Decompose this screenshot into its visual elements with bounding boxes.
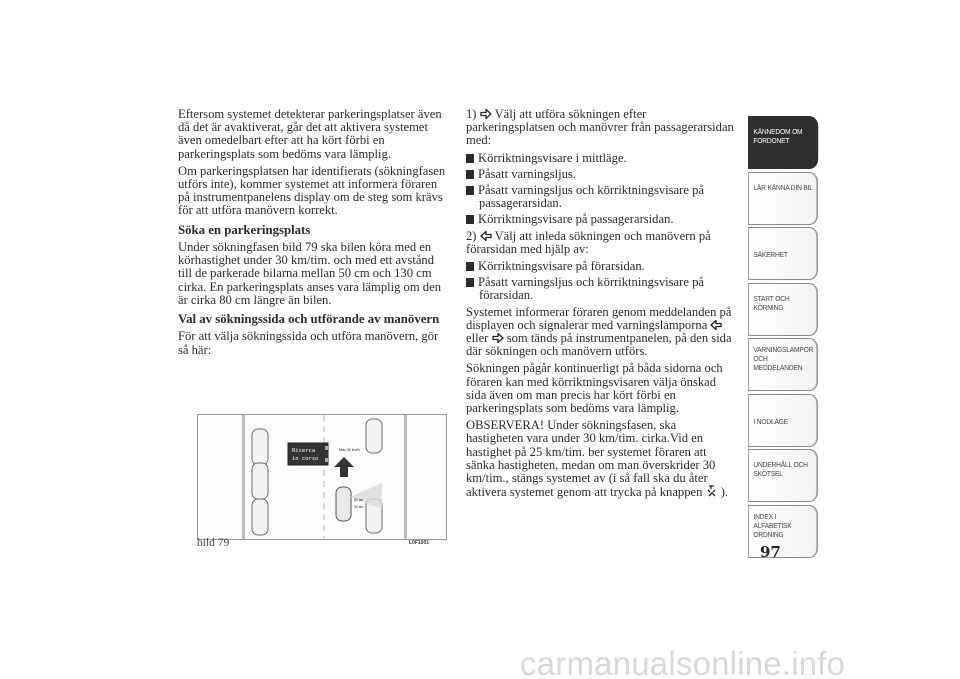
bullet-box-icon (466, 262, 474, 271)
tab-underhall[interactable]: UNDERHÅLL OCH SKÖTSEL (748, 449, 818, 502)
right-parked-cars (366, 419, 382, 533)
tab-index[interactable]: INDEX I ALFABETISK ORDNING (748, 505, 818, 558)
bullet-item: Körriktningsvisare på förarsidan. (466, 260, 734, 273)
tab-kannedom[interactable]: KÄNNEDOM OM FORDONET (748, 116, 818, 169)
watermark: carmanualsonline.info (520, 645, 846, 679)
tab-varningslampor[interactable]: VARNINGSLAMPOR OCH MEDDELANDEN (748, 338, 818, 391)
display-line1: Ricerca (292, 448, 316, 454)
bullet-item: Påsatt varningsljus och körriktningsvisare på förarsidan. (466, 276, 734, 302)
identified-paragraph: Om parkeringsplatsen har identifierats (sökningfasen utförs inte), kommer systemet att informera föraren på instrumentpanelens display om de steg som krävs för att utföra manövern korrekt. (178, 163, 446, 218)
arrow-left-icon (710, 320, 722, 330)
figure-caption: bild 79 (197, 537, 230, 549)
display-line2: in corso (292, 456, 319, 462)
moving-car (336, 487, 351, 521)
bullet-item: Påsatt varningsljus och körriktningsvisare på passagerarsidan. (466, 184, 734, 210)
step-2-text: Välj att inleda sökningen och manövern på förarsidan med hjälp av: (466, 228, 711, 256)
intro-paragraph: Eftersom systemet detekterar parkeringsplatser även då det är avaktiverat, går det att aktivera systemet även omedelbart efter att ha kört förbi en parkeringsplats som bedöms vara lämplig. (178, 107, 442, 161)
step-1-text: Välj att utföra sökningen efter parkeringsplatsen och manövrer från passagerarsidan med: (466, 107, 734, 148)
left-column (178, 108, 450, 361)
side-paragraph: För att välja sökningssida och utföra manövern, gör så här: (178, 329, 439, 357)
bullet-box-icon (466, 170, 474, 179)
warning-lamps-paragraph: Systemet informerar föraren genom meddelanden på displayen och signalerar med varningslamporna eller som tänds på instrumentpanelen, på den sida där sökningen och manövern utförs. (466, 304, 732, 359)
bullet-item: Körriktningsvisare på passagerarsidan. (466, 213, 734, 226)
bullet-item: Påsatt varningsljus. (466, 168, 734, 181)
section-heading-search: Söka en parkeringsplats (178, 222, 311, 237)
bullet-box-icon (466, 215, 474, 224)
page-number: 97 (760, 543, 781, 561)
section-heading-side: Val av sökningssida och utförande av manövern (178, 312, 440, 327)
distance-top-label: 50 cm (354, 498, 364, 502)
arrow-right-icon (492, 333, 504, 343)
step-2 (466, 230, 734, 256)
tab-lar-kanna[interactable]: LÄR KÄNNA DIN BIL (748, 172, 818, 225)
tab-sakerhet[interactable]: SÄKERHET (748, 227, 818, 280)
parking-diagram (198, 415, 446, 539)
left-parked-cars (252, 429, 268, 535)
bullet-item: Körriktningsvisare i mittläge. (466, 152, 734, 165)
parking-illustration (197, 414, 447, 540)
bullet-box-icon (466, 154, 474, 163)
search-paragraph: Under sökningfasen bild 79 ska bilen köra med en körhastighet under 30 km/tim. och med ett avstånd till de parkerade bilarna mellan 50 cm och 130 cm cirka. En parkeringsplats anses vara lämplig om den är cirka 80 cm längre än bilen. (178, 240, 441, 307)
step-1 (466, 108, 734, 148)
park-assist-button-icon (706, 485, 718, 497)
speed-label: Max 30 km/h (339, 448, 360, 452)
tab-start[interactable]: START OCH KÖRNING (748, 283, 818, 336)
continuous-search-paragraph: Sökningen pågår kontinuerligt på båda sidorna och föraren kan med körriktningsvisaren välja önskad sida även om man precis har kört förbi en parkeringsplats som bedöms vara lämplig. (466, 361, 723, 416)
chapter-tabs (748, 116, 818, 560)
figure-code: L0F1001 (409, 540, 430, 546)
distance-bottom-label: 30 cm (354, 505, 364, 509)
step-1-number: 1) (466, 107, 477, 121)
bullet-box-icon (466, 278, 474, 287)
arrow-right-icon (480, 109, 492, 119)
right-column (466, 108, 734, 503)
tab-nodlage[interactable]: I NÖDLÄGE (748, 394, 818, 447)
bullet-box-icon (466, 186, 474, 195)
observe-paragraph: OBSERVERA! Under sökningsfasen, ska hastigheten vara under 30 km/tim. cirka.Vid en hastighet på 25 km/tim. ber systemet föraren att sänka hastigheten, medan om man överskrider 30 km/tim., stängs systemet av (i så fall ska du åter aktivera systemet genom att trycka på knappen ). (466, 418, 729, 500)
step-2-number: 2) (466, 228, 477, 243)
arrow-left-icon (480, 231, 492, 241)
direction-arrow-icon (334, 457, 354, 477)
